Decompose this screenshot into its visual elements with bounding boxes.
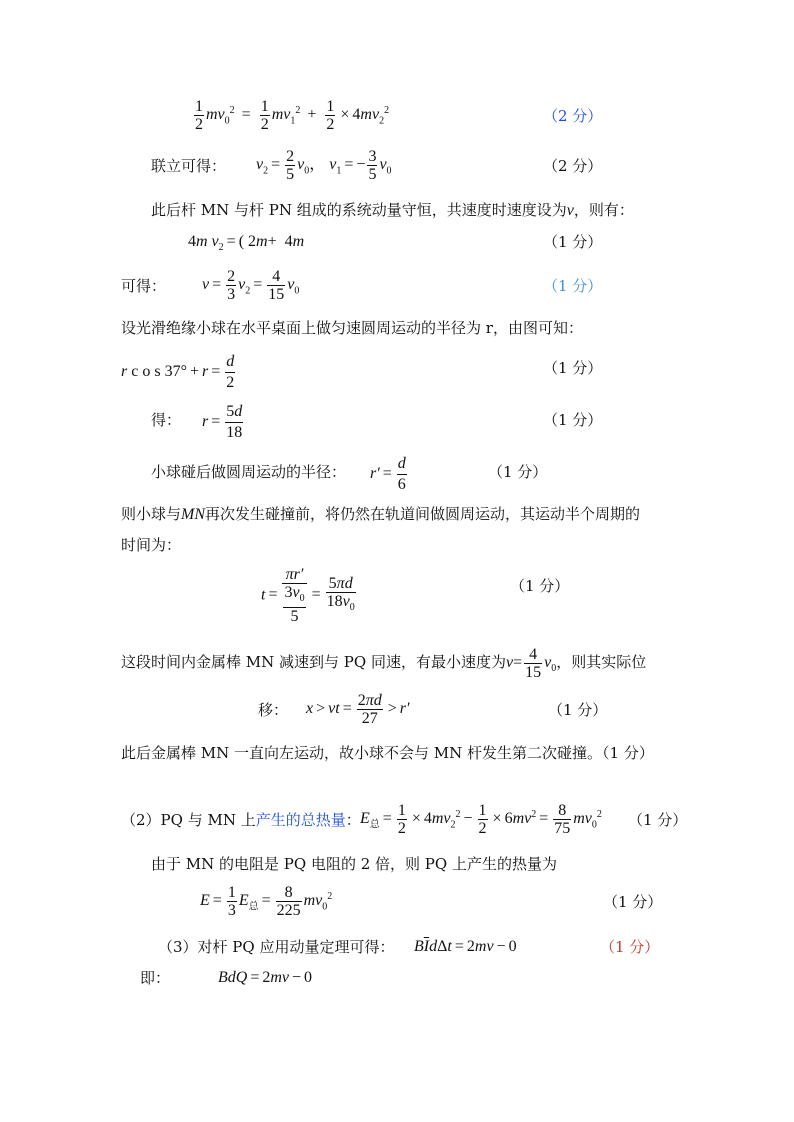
score-label: （2 分） (543, 157, 603, 175)
part2-pre: （2）PQ 与 MN 上 (121, 811, 256, 829)
pq-heat-equation: E = $\frac{1}{3}$ $E_总$ = $\frac{8}{225}$ $mv_0^2$ (200, 884, 333, 919)
velocity-solution: $v_2$ = $\frac{2}{5}$ $v_0$， $v_1$ = − $\frac{3}{5}$ $v_0$ (256, 148, 392, 183)
rod-mn-symbol: MN (181, 506, 206, 523)
score-label: （1 分） (510, 577, 570, 595)
velocity-symbol: v (566, 202, 574, 219)
momentum-intro-text: 此后杆 MN 与杆 PN 组成的系统动量守恒，共速度时速度设为 (151, 201, 567, 219)
momentum-intro (151, 200, 634, 221)
radius-intro: 设光滑绝缘小球在水平桌面上做匀速圆周运动的半径为 r，由图可知： (121, 319, 583, 337)
score-label: （1 分） (543, 277, 603, 295)
score-label: （1 分） (603, 893, 663, 911)
new-radius: r′ = $\frac{d}{6}$ (370, 455, 406, 493)
deceleration-pre: 这段时间内金属棒 MN 减速到与 PQ 同速，有最小速度为 (121, 653, 506, 672)
next-collision-text (121, 504, 640, 525)
total-heat-label: 产生的总热量 (255, 811, 346, 829)
next-collision-post: 再次发生碰撞前，将仍然在轨道间做圆周运动，其运动半个周期的 (205, 505, 641, 523)
score-label: （1 分） (543, 359, 603, 377)
impulse-equation: $B\overline{I}d\Delta t = 2mv - 0$ (414, 938, 517, 955)
part2-colon: ： (345, 811, 361, 829)
resistance-text: 由于 MN 的电阻是 PQ 电阻的 2 倍，则 PQ 上产生的热量为 (151, 855, 557, 873)
half-period-time: t = $\frac{\pi r'}{\frac{3v_0}{5}}$ = $\frac{5\pi d}{18v_0}$ (261, 566, 355, 626)
radius-result: r = $\frac{5d}{18}$ (202, 403, 243, 441)
deceleration-text: 这段时间内金属棒 MN 减速到与 PQ 同速，有最小速度为v= $\frac{4}{15}$ $v_0$，则其实际位 (121, 646, 647, 681)
derived-label: 得： (151, 411, 182, 429)
after-collision-text: 小球碰后做圆周运动的半径： (151, 463, 347, 481)
score-label: （1 分） (488, 463, 548, 481)
time-label: 时间为： (121, 536, 182, 554)
deceleration-post: ，则其实际位 (556, 653, 647, 672)
score-label: （1 分） (543, 411, 603, 429)
momentum-equation: 4m $v_2$ = ( 2m+ 4m (188, 233, 305, 254)
result-label: 可得： (121, 277, 167, 295)
score-label: （1 分） (600, 938, 660, 956)
geometry-equation: r c o s 37° + r = $\frac{d}{2}$ (121, 353, 235, 391)
that-is-label: 即： (140, 969, 171, 987)
score-label: （1 分） (548, 701, 608, 719)
energy-equation: $\frac{1}{2}$ $mv_0^2$ = $\frac{1}{2}$ $mv_1^2$ + $\frac{1}{2}$ × $4mv_2^2$ (195, 98, 390, 133)
displacement-inequality: x > vt = $\frac{2\pi d}{27}$ > r′ (306, 692, 410, 727)
momentum-intro-end: ，则有： (573, 201, 634, 219)
score-label: （2 分） (543, 107, 603, 125)
total-heat-equation: $E_总$ = $\frac{1}{2}$ × $4mv_2^2$ − $\frac{1}{2}$ × $6mv^2$ = $\frac{8}{75}$ $mv_0^2$ (360, 802, 602, 837)
charge-equation: BdQ = 2mv − 0 (218, 969, 313, 986)
displacement-label: 移： (258, 701, 289, 719)
part3-heading: （3）对杆 PQ 应用动量定理可得： (158, 938, 395, 956)
score-label: （1 分） (543, 233, 603, 251)
part2-heading (121, 810, 361, 830)
left-motion-text: 此后金属棒 MN 一直向左运动，故小球不会与 MN 杆发生第二次碰撞。（1 分） (121, 744, 654, 762)
solve-label: 联立可得： (151, 157, 227, 175)
score-label: （1 分） (628, 811, 688, 829)
next-collision-pre: 则小球与 (121, 505, 182, 523)
common-velocity: v = $\frac{2}{3}$ $v_2$ = $\frac{4}{15}$ $v_0$ (202, 268, 300, 303)
